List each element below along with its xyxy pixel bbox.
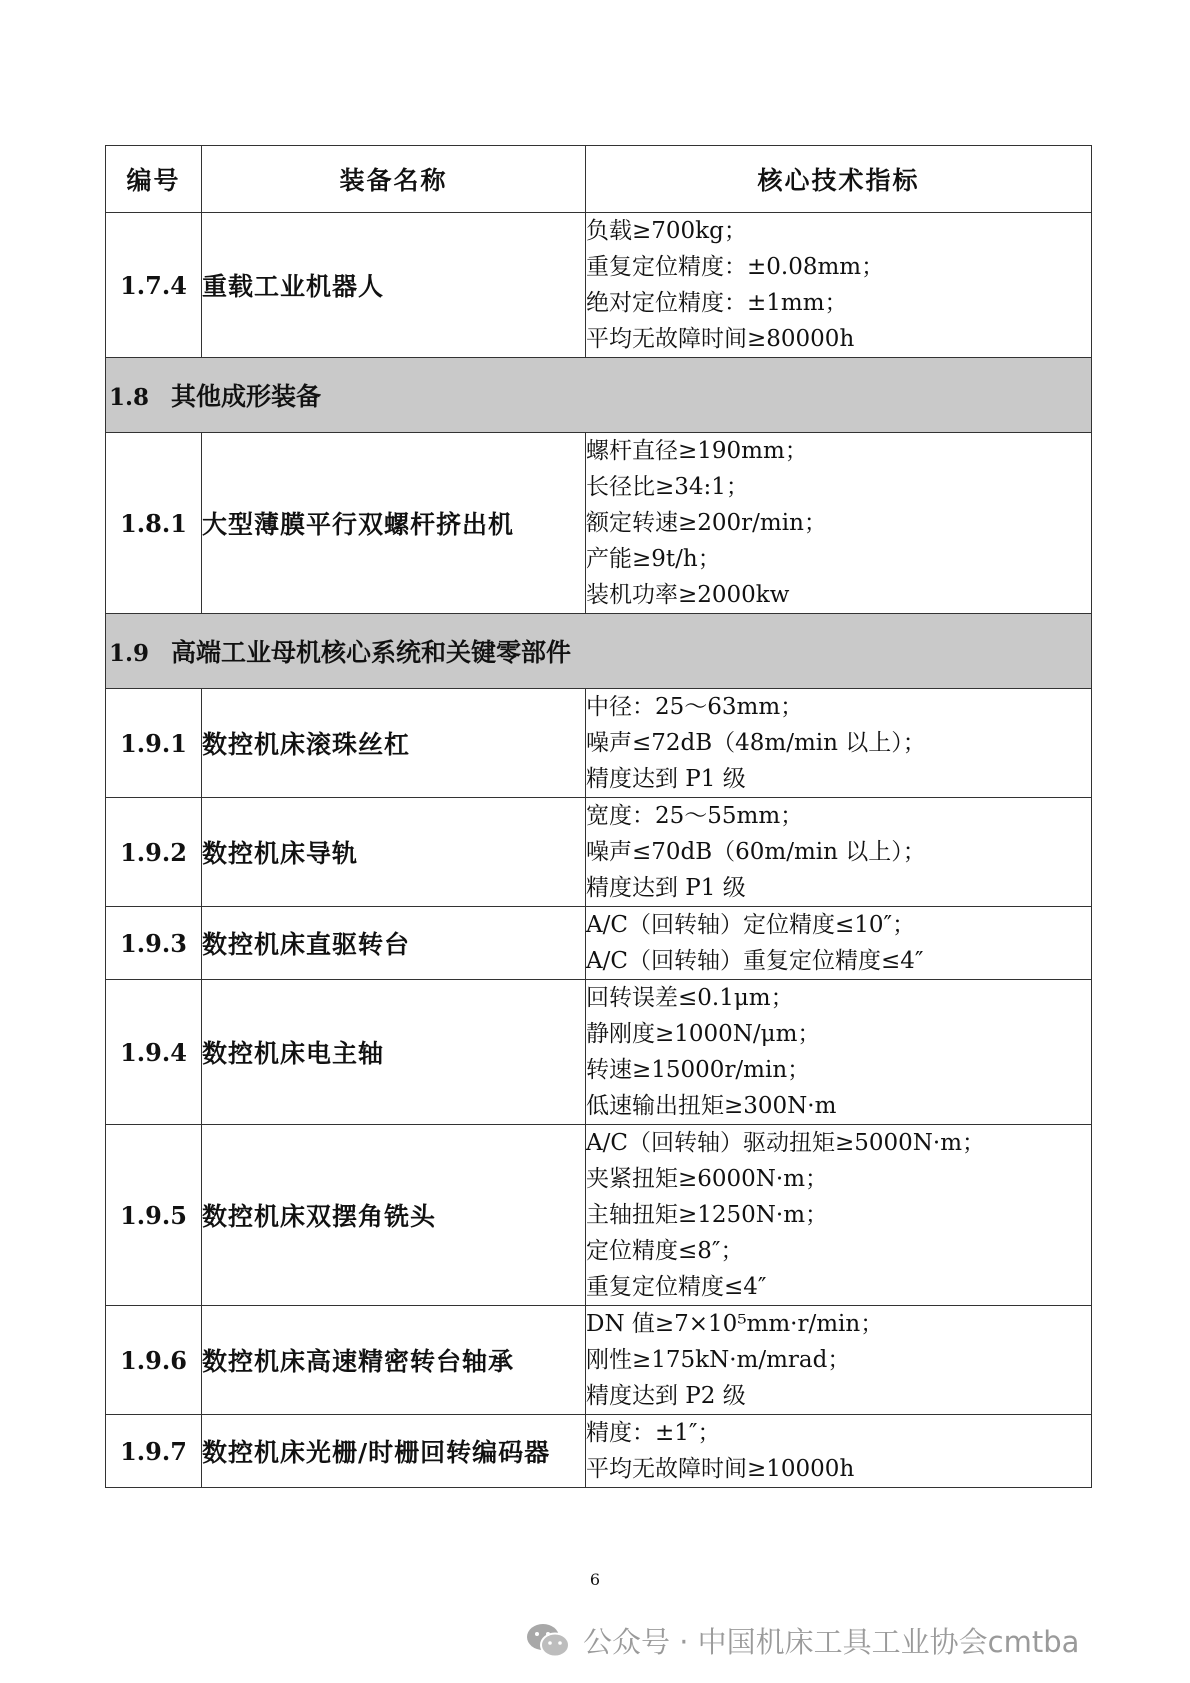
core-indicators bbox=[586, 1306, 1092, 1415]
indicator-line: 噪声≤72dB（48m/min 以上）； bbox=[586, 730, 926, 756]
indicator-line: 主轴扭矩≥1250N·m； bbox=[586, 1202, 829, 1228]
indicator-line: 回转误差≤0.1μm； bbox=[586, 985, 794, 1011]
equipment-name: 重载工业机器人 bbox=[202, 213, 586, 358]
header-equipment-name: 装备名称 bbox=[202, 146, 586, 213]
core-indicators bbox=[586, 433, 1092, 614]
section-number: 1.9 bbox=[109, 640, 150, 667]
section-row bbox=[106, 358, 1092, 433]
core-indicators bbox=[586, 1415, 1092, 1488]
item-number: 1.9.7 bbox=[106, 1415, 202, 1488]
indicator-line: 重复定位精度：±0.08mm； bbox=[586, 254, 885, 280]
section-title bbox=[106, 358, 1092, 433]
indicator-line: 长径比≥34:1； bbox=[586, 474, 749, 500]
indicator-line: 平均无故障时间≥10000h bbox=[586, 1456, 855, 1482]
section-row bbox=[106, 614, 1092, 689]
section-number: 1.8 bbox=[109, 384, 150, 411]
equipment-name: 数控机床导轨 bbox=[202, 798, 586, 907]
equipment-spec-table bbox=[105, 145, 1092, 1488]
table-row bbox=[106, 689, 1092, 798]
indicator-line: 低速输出扭矩≥300N·m bbox=[586, 1093, 837, 1119]
watermark-text: 公众号 · 中国机床工具工业协会cmtba bbox=[583, 1625, 1080, 1659]
item-number: 1.9.2 bbox=[106, 798, 202, 907]
indicator-line: 转速≥15000r/min； bbox=[586, 1057, 811, 1083]
indicator-line: 精度达到 P2 级 bbox=[586, 1383, 746, 1409]
item-number: 1.9.1 bbox=[106, 689, 202, 798]
watermark bbox=[525, 1620, 1079, 1661]
core-indicators bbox=[586, 907, 1092, 980]
item-number: 1.8.1 bbox=[106, 433, 202, 614]
indicator-line: 刚性≥175kN·m/mrad； bbox=[586, 1347, 851, 1373]
equipment-name: 数控机床电主轴 bbox=[202, 980, 586, 1125]
header-core-indicators: 核心技术指标 bbox=[586, 146, 1092, 213]
indicator-line: 负载≥700kg； bbox=[586, 218, 747, 244]
indicator-line: A/C（回转轴）驱动扭矩≥5000N·m； bbox=[586, 1130, 986, 1156]
core-indicators bbox=[586, 689, 1092, 798]
indicator-line: A/C（回转轴）重复定位精度≤4″ bbox=[586, 948, 924, 974]
indicator-line: 夹紧扭矩≥6000N·m； bbox=[586, 1166, 829, 1192]
item-number: 1.9.5 bbox=[106, 1125, 202, 1306]
indicator-line: 中径：25～63mm； bbox=[586, 694, 804, 720]
equipment-name: 大型薄膜平行双螺杆挤出机 bbox=[202, 433, 586, 614]
equipment-name: 数控机床滚珠丝杠 bbox=[202, 689, 586, 798]
indicator-line: DN 值≥7×10⁵mm·r/min； bbox=[586, 1311, 884, 1337]
section-title bbox=[106, 614, 1092, 689]
indicator-line: 定位精度≤8″； bbox=[586, 1238, 744, 1264]
page-number: 6 bbox=[589, 1570, 601, 1589]
equipment-name: 数控机床直驱转台 bbox=[202, 907, 586, 980]
item-number: 1.9.6 bbox=[106, 1306, 202, 1415]
item-number: 1.7.4 bbox=[106, 213, 202, 358]
core-indicators bbox=[586, 798, 1092, 907]
indicator-line: 精度达到 P1 级 bbox=[586, 766, 746, 792]
table-row bbox=[106, 907, 1092, 980]
core-indicators bbox=[586, 1125, 1092, 1306]
table-row bbox=[106, 1306, 1092, 1415]
indicator-line: 平均无故障时间≥80000h bbox=[586, 326, 855, 352]
indicator-line: 噪声≤70dB（60m/min 以上）； bbox=[586, 839, 926, 865]
table-row bbox=[106, 1415, 1092, 1488]
indicator-line: 绝对定位精度：±1mm； bbox=[586, 290, 848, 316]
indicator-line: 产能≥9t/h； bbox=[586, 546, 721, 572]
header-number: 编号 bbox=[106, 146, 202, 213]
core-indicators bbox=[586, 980, 1092, 1125]
table-body bbox=[106, 213, 1092, 1488]
table-header-row bbox=[106, 146, 1092, 213]
indicator-line: 宽度：25～55mm； bbox=[586, 803, 804, 829]
equipment-name: 数控机床双摆角铣头 bbox=[202, 1125, 586, 1306]
core-indicators bbox=[586, 213, 1092, 358]
indicator-line: 精度：±1″； bbox=[586, 1420, 721, 1446]
equipment-name: 数控机床高速精密转台轴承 bbox=[202, 1306, 586, 1415]
section-name: 其他成形装备 bbox=[171, 382, 322, 411]
wechat-icon bbox=[525, 1622, 571, 1660]
item-number: 1.9.3 bbox=[106, 907, 202, 980]
table-row bbox=[106, 433, 1092, 614]
indicator-line: 装机功率≥2000kw bbox=[586, 582, 790, 608]
table-row bbox=[106, 213, 1092, 358]
section-name: 高端工业母机核心系统和关键零部件 bbox=[171, 638, 572, 667]
item-number: 1.9.4 bbox=[106, 980, 202, 1125]
indicator-line: A/C（回转轴）定位精度≤10″； bbox=[586, 912, 916, 938]
indicator-line: 重复定位精度≤4″ bbox=[586, 1274, 767, 1300]
table-row bbox=[106, 1125, 1092, 1306]
table-row bbox=[106, 798, 1092, 907]
indicator-line: 静刚度≥1000N/μm； bbox=[586, 1021, 821, 1047]
indicator-line: 螺杆直径≥190mm； bbox=[586, 438, 808, 464]
indicator-line: 额定转速≥200r/min； bbox=[586, 510, 827, 536]
equipment-name: 数控机床光栅/时栅回转编码器 bbox=[202, 1415, 586, 1488]
indicator-line: 精度达到 P1 级 bbox=[586, 875, 746, 901]
table-row bbox=[106, 980, 1092, 1125]
